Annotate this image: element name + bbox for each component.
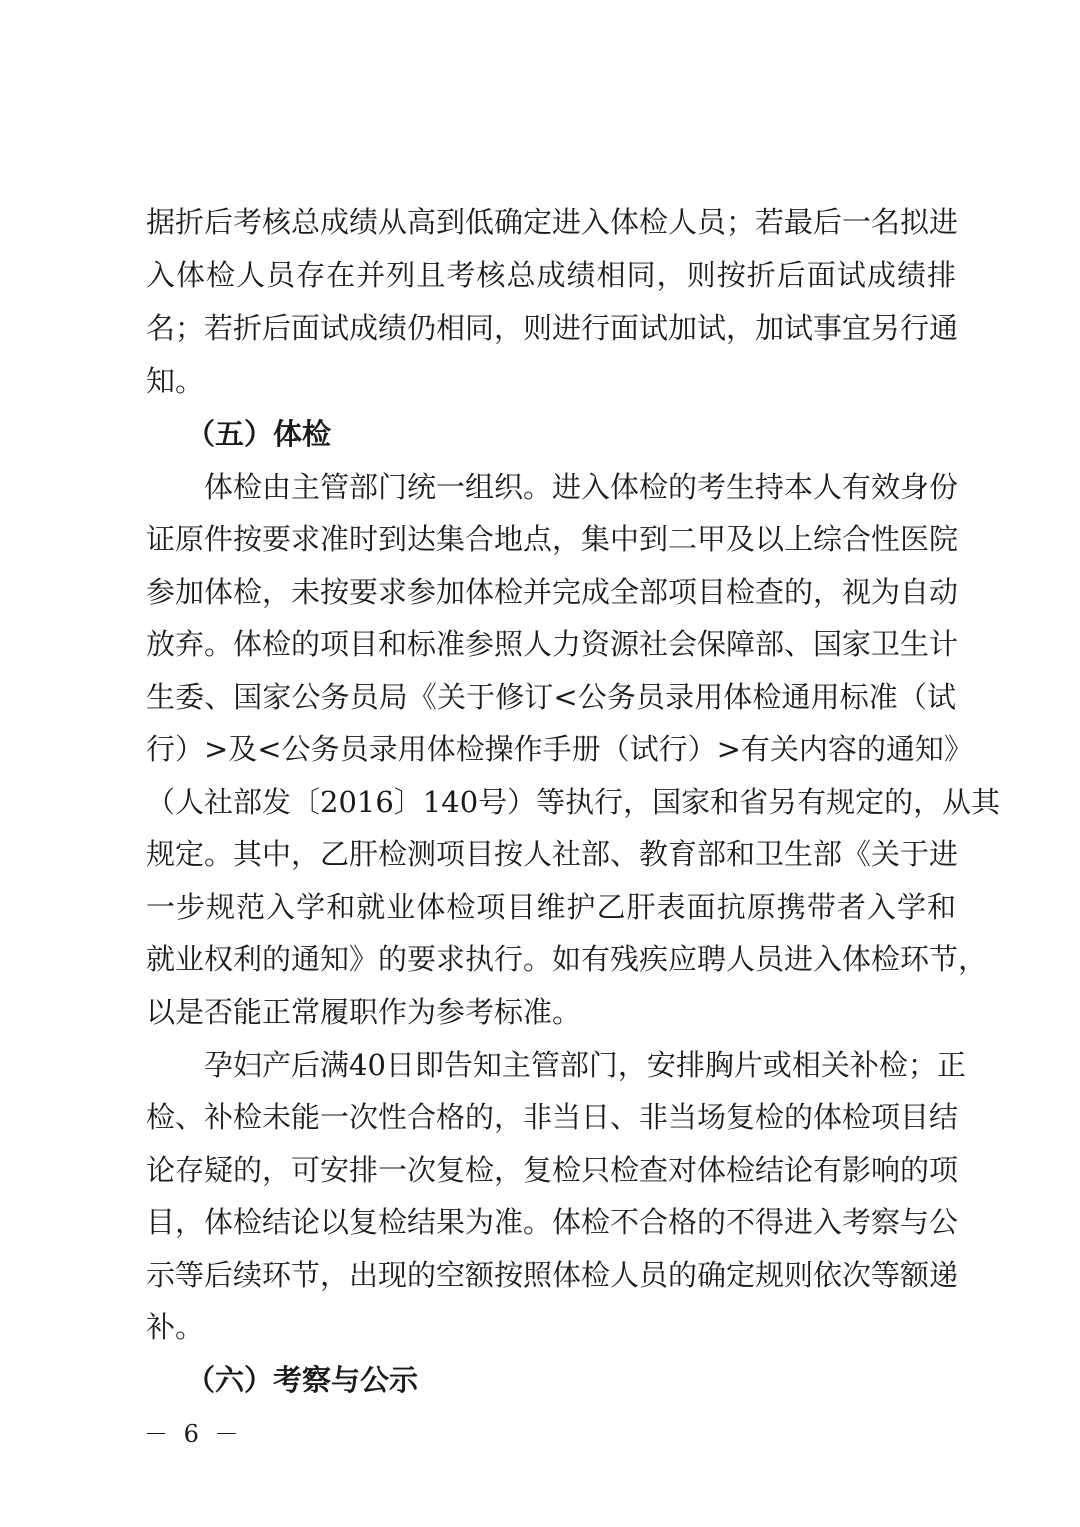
paragraph-line: 行）>及<公务员录用体检操作手册（试行）>有关内容的通知》 [146,732,973,766]
paragraph-line: 就业权利的通知》的要求执行。如有残疾应聘人员进入体检环节， [146,942,988,976]
paragraph-line: 入体检人员存在并列且考核总成绩相同，则按折后面试成绩排 [146,258,956,292]
page-number: － 6 － [144,1420,243,1448]
paragraph-line: 证原件按要求准时到达集合地点，集中到二甲及以上综合性医院 [146,522,959,556]
paragraph-line: 规定。其中，乙肝检测项目按人社部、教育部和卫生部《关于进 [146,837,959,871]
paragraph-line: 补。 [146,1310,205,1344]
paragraph-line: 以是否能正常履职作为参考标准。 [146,995,582,1029]
paragraph-line: 示等后续环节，出现的空额按照体检人员的确定规则依次等额递 [146,1258,959,1292]
paragraph-line: 参加体检，未按要求参加体检并完成全部项目检查的，视为自动 [146,575,959,609]
paragraph-line: 生委、国家公务员局《关于修订<公务员录用体检通用标准（试 [146,680,956,714]
paragraph-line: 目，体检结论以复检结果为准。体检不合格的不得进入考察与公 [146,1205,959,1239]
paragraph-line: 名；若折后面试成绩仍相同，则进行面试加试，加试事宜另行通 [146,311,959,345]
paragraph-line: 论存疑的，可安排一次复检，复检只检查对体检结论有影响的项 [146,1153,959,1187]
paragraph-line: 知。 [146,364,205,398]
section-heading-inspection-publicity: （六）考察与公示 [186,1363,419,1397]
paragraph-line: 体检由主管部门统一组织。进入体检的考生持本人有效身份 [204,470,959,504]
paragraph-line: 孕妇产后满40日即告知主管部门，安排胸片或相关补检；正 [204,1048,966,1082]
paragraph-line: 一步规范入学和就业体检项目维护乙肝表面抗原携带者入学和 [146,890,956,924]
paragraph-line: 放弃。体检的项目和标准参照人力资源社会保障部、国家卫生计 [146,627,959,661]
paragraph-line: 据折后考核总成绩从高到低确定进入体检人员；若最后一名拟进 [146,205,959,239]
paragraph-line: 检、补检未能一次性合格的，非当日、非当场复检的体检项目结 [146,1100,959,1134]
section-heading-physical-exam: （五）体检 [186,417,332,451]
paragraph-line: （人社部发〔2016〕140号）等执行，国家和省另有规定的，从其 [146,785,1001,819]
